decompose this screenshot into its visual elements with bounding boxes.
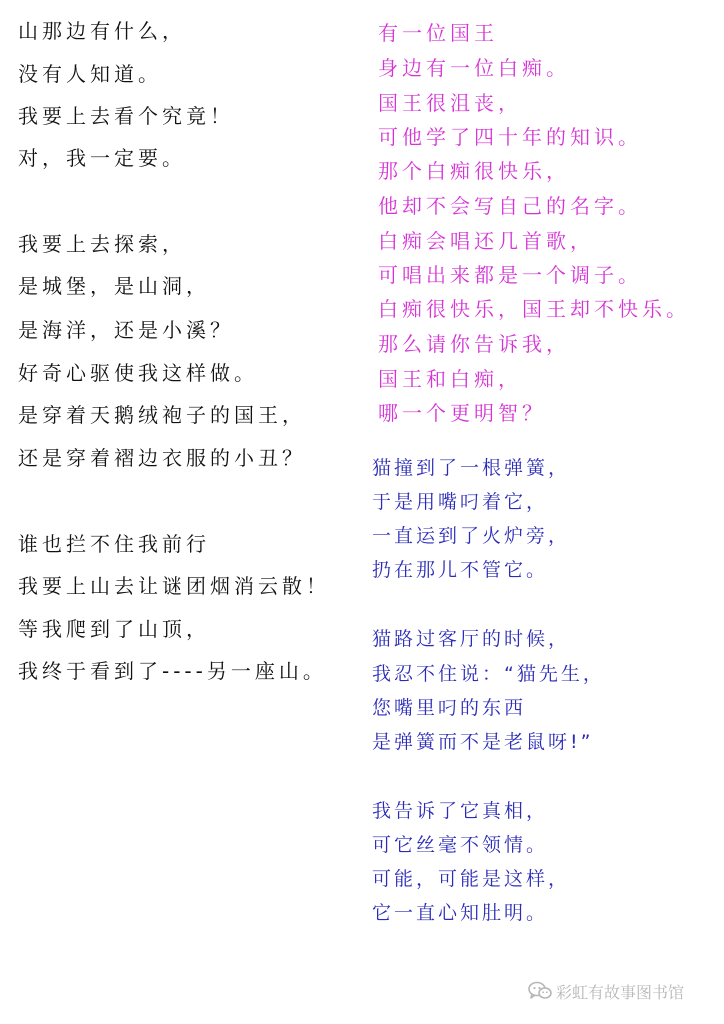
poem-line: 我要上去探索， (18, 232, 186, 256)
poem-line: 有一位国王 (378, 21, 498, 45)
poem-line: 还是穿着褶边衣服的小丑？ (18, 446, 306, 470)
poem-line: 我要上去看个究竟！ (18, 104, 234, 128)
poem-line: 等我爬到了山顶， (18, 617, 210, 641)
poem-line: 可能，可能是这样， (372, 868, 571, 890)
poem-line: 身边有一位白痴。 (378, 56, 570, 80)
poem-line: 山那边有什么， (18, 19, 186, 43)
poem-line: 对，我一定要。 (18, 146, 186, 170)
poem-line: 我告诉了它真相， (372, 800, 549, 822)
watermark (528, 979, 684, 1003)
poem-line: 好奇心驱使我这样做。 (18, 361, 258, 385)
poem-line: 是弹簧而不是老鼠呀!” (372, 731, 594, 753)
poem-line: 可它丝毫不领情。 (372, 834, 549, 856)
poem-line: 白痴会唱还几首歌， (378, 229, 594, 253)
watermark-text: 彩虹有故事图书馆 (556, 982, 685, 1002)
poem-line: 我终于看到了----另一座山。 (18, 659, 327, 683)
poem-line: 国王很沮丧， (378, 91, 522, 115)
poem-line: 是穿着天鹅绒袍子的国王， (18, 403, 306, 427)
poem-line: 是海洋，还是小溪？ (18, 318, 234, 342)
wechat-icon (528, 981, 552, 1001)
poem-line: 是城堡，是山洞， (18, 274, 210, 298)
poem-line: 猫撞到了一根弹簧， (372, 457, 571, 479)
poem-line: 您嘴里叼的东西 (372, 697, 527, 719)
poem-line: 扔在那儿不管它。 (372, 559, 549, 581)
poem-line: 可唱出来都是一个调子。 (378, 263, 642, 287)
poem-line: 他却不会写自己的名字。 (378, 194, 642, 218)
poem-line: 那个白痴很快乐， (378, 159, 570, 183)
poem-line: 它一直心知肚明。 (372, 902, 549, 924)
poem-line: 我忍不住说：“猫先生， (372, 663, 605, 685)
poem-line: 那么请你告诉我， (378, 332, 570, 356)
poem-line: 猫路过客厅的时候， (372, 628, 571, 650)
poem-line: 一直运到了火炉旁， (372, 525, 571, 547)
poem-line: 国王和白痴， (378, 367, 522, 391)
poem-line: 可他学了四十年的知识。 (378, 125, 642, 149)
poem-line: 谁也拦不住我前行 (18, 532, 210, 556)
poem-line: 我要上山去让谜团烟消云散！ (18, 574, 330, 598)
poem-line: 白痴很快乐，国王却不快乐。 (378, 297, 690, 321)
poem-line: 哪一个更明智？ (378, 401, 546, 425)
poem-line: 于是用嘴叼着它， (372, 491, 549, 513)
poem-line: 没有人知道。 (18, 62, 162, 86)
